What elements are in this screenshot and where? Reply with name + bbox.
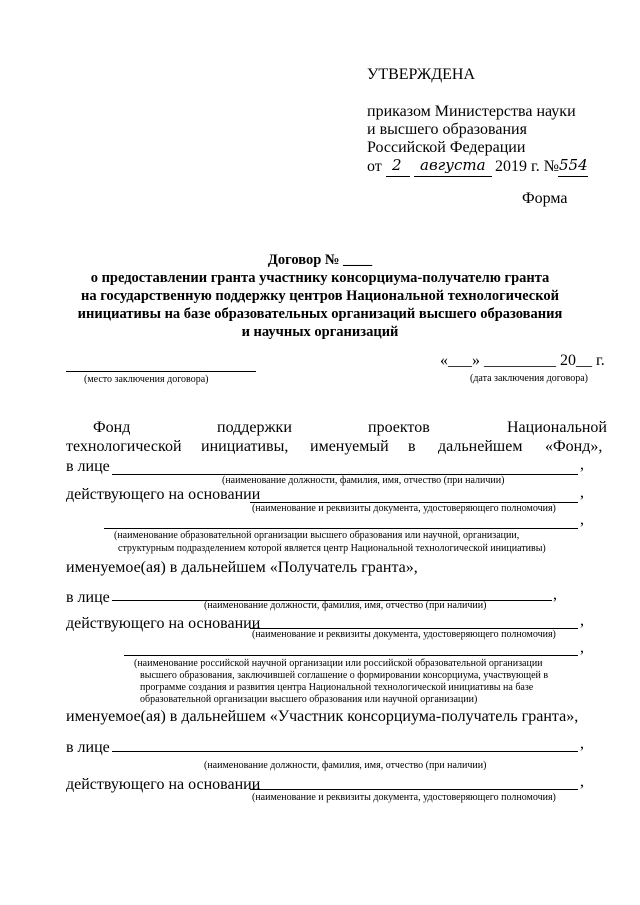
- recipient-org-line[interactable]: [104, 528, 578, 529]
- fund-line2-word-2: инициативы,: [201, 438, 289, 455]
- date-day-line: [386, 176, 410, 177]
- place-caption: (место заключения договора): [84, 374, 209, 385]
- fund-line2-word-5: дальнейшем: [438, 438, 523, 455]
- member-org-caption-4: образовательной организации высшего образования или научной организации): [140, 694, 478, 705]
- recipient-named: именуемое(ая) в дальнейшем «Получатель гранта»,: [66, 559, 418, 576]
- fund-line2-word-4: в: [408, 438, 416, 455]
- recipient-org-caption-1: (наименование образовательной организации высшего образования или научной, организации,: [114, 530, 520, 541]
- fund-v-litse-label: в лице: [66, 458, 110, 475]
- fund-name-caption: (наименование должности, фамилия, имя, отчество (при наличии): [222, 475, 505, 486]
- date-caption: (дата заключения договора): [470, 373, 588, 384]
- contract-subtitle-3: инициативы на базе образовательных организаций высшего образования: [77, 306, 563, 322]
- member-org-line[interactable]: [124, 655, 578, 656]
- comma: ,: [580, 456, 584, 473]
- contract-subtitle-2: на государственную поддержку центров Национальной технологической: [80, 288, 560, 304]
- contract-date[interactable]: «___» _________ 20__ г.: [440, 352, 605, 369]
- contract-subtitle-1: о предоставлении гранта участнику консорциума-получателю гранта: [90, 270, 550, 286]
- approval-line-2: и высшего образования: [367, 121, 527, 138]
- recipient-org-caption-2: структурным подразделением которой является центр Национальной технологической инициативы): [118, 543, 546, 554]
- fund-doc-caption: (наименование и реквизиты документа, удостоверяющего полномочия): [252, 503, 556, 514]
- fund-word-2: поддержки: [217, 419, 292, 436]
- fund-acting-label: действующего на основании: [66, 486, 261, 503]
- approval-date-year: 2019 г. №: [495, 158, 560, 175]
- approval-date-prefix: от: [367, 158, 382, 175]
- comma: ,: [553, 586, 557, 603]
- approval-line-1: приказом Министерства науки: [367, 103, 576, 120]
- place-line[interactable]: [66, 371, 256, 372]
- approval-line-3: Российской Федерации: [367, 139, 526, 156]
- member-named: именуемое(ая) в дальнейшем «Участник консорциума-получатель гранта»,: [66, 708, 579, 725]
- fund-word-3: проектов: [368, 419, 430, 436]
- recipient-doc-caption: (наименование и реквизиты документа, удостоверяющего полномочия): [252, 629, 556, 640]
- order-number-handwritten: 554: [559, 156, 588, 174]
- member-org-caption-1: (наименование российской научной организации или российской образовательной организации: [134, 658, 543, 669]
- contract-subtitle-4: и научных организаций: [241, 324, 399, 340]
- order-number-line: [558, 176, 588, 177]
- date-month-line: [414, 176, 492, 177]
- comma: ,: [580, 511, 584, 528]
- comma: ,: [580, 735, 584, 752]
- member-org-caption-2: высшего образования, заключившей соглашение о формировании консорциума, участвующей в: [140, 670, 549, 681]
- fund-line2-word-1: технологической: [66, 438, 182, 455]
- fund-line2-word-6: «Фонд»,: [545, 438, 603, 455]
- date-day-handwritten: 2: [392, 156, 402, 174]
- approval-title: УТВЕРЖДЕНА: [367, 66, 476, 83]
- member-name-caption: (наименование должности, фамилия, имя, отчество (при наличии): [204, 760, 487, 771]
- fund-word-1: Фонд: [93, 419, 131, 436]
- member-doc-caption: (наименование и реквизиты документа, удостоверяющего полномочия): [252, 792, 556, 803]
- member-acting-label: действующего на основании: [66, 776, 261, 793]
- comma: ,: [580, 773, 584, 790]
- member-representative-line[interactable]: [112, 751, 578, 752]
- comma: ,: [580, 484, 584, 501]
- recipient-acting-label: действующего на основании: [66, 615, 261, 632]
- member-org-caption-3: программе создания и развития центра Национальной технологической инициативы на базе: [140, 682, 534, 693]
- recipient-v-litse-label: в лице: [66, 589, 110, 606]
- comma: ,: [580, 639, 584, 656]
- date-month-handwritten: августа: [420, 156, 486, 174]
- form-label: Форма: [522, 190, 568, 207]
- member-v-litse-label: в лице: [66, 739, 110, 756]
- comma: ,: [580, 612, 584, 629]
- member-basis-line[interactable]: [250, 789, 578, 790]
- fund-line2-word-3: именуемый: [310, 438, 389, 455]
- contract-title: Договор № ____: [267, 252, 373, 268]
- recipient-name-caption: (наименование должности, фамилия, имя, отчество (при наличии): [204, 600, 487, 611]
- fund-word-4: Национальной: [507, 419, 607, 436]
